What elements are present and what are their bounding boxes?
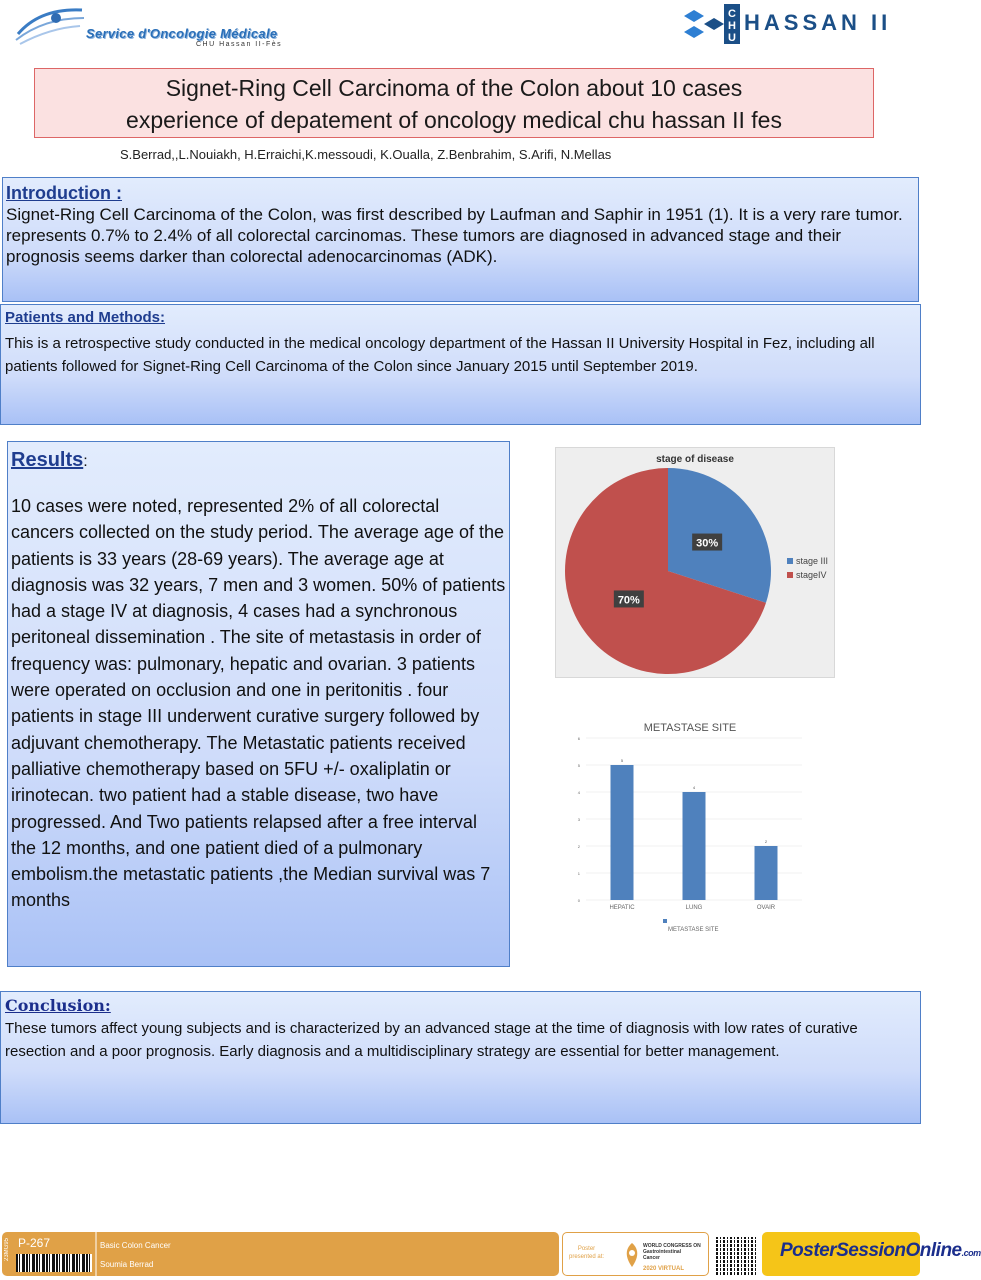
footer-divider <box>95 1232 97 1276</box>
author-list: S.Berrad,,L.Nouiakh, H.Erraichi,K.messoudi, K.Oualla, Z.Benbrahim, S.Arifi, N.Mellas <box>120 147 612 162</box>
bar-ytick-label-0: 0 <box>577 898 580 903</box>
presented-at-line-2: presented at: <box>569 1254 605 1260</box>
pie-legend-swatch-1 <box>787 558 793 564</box>
svg-text:C: C <box>728 8 736 20</box>
bar-data-label-2: 4 <box>692 785 696 790</box>
pie-chart-title: stage of disease <box>656 454 734 465</box>
introduction-section <box>2 177 919 302</box>
svg-text:U: U <box>728 32 736 44</box>
presented-at-line-1: Poster <box>577 1246 596 1252</box>
conclusion-section <box>0 991 921 1124</box>
congress-year: 2020 VIRTUAL <box>643 1266 685 1272</box>
bar-ytick-label-4: 4 <box>577 790 580 795</box>
bar-lung <box>683 792 706 900</box>
bar-category-label-2: LUNG <box>685 905 703 911</box>
congress-line-1: WORLD CONGRESS ON <box>643 1243 701 1249</box>
conclusion-heading: Conclusion: <box>5 996 111 1015</box>
methods-section <box>0 304 921 425</box>
results-heading: Results <box>11 449 84 471</box>
title-line-2: experience of depatement of oncology medical chu hassan II fes <box>126 107 782 133</box>
barcode-icon <box>16 1254 92 1272</box>
poster-author: Soumia Berrad <box>100 1260 154 1269</box>
pso-suffix: .com <box>961 1248 981 1258</box>
bar-legend-label: METASTASE SITE <box>668 927 719 933</box>
bar-ytick-label-2: 2 <box>577 844 580 849</box>
introduction-heading: Introduction : <box>6 183 122 203</box>
svg-text:H: H <box>728 20 736 32</box>
chu-letters <box>724 4 740 44</box>
bar-hepatic <box>611 765 634 900</box>
congress-badge <box>562 1232 709 1276</box>
pso-brand: PosterSessionOnline <box>780 1240 962 1261</box>
poster-category: Basic Colon Cancer <box>100 1241 171 1250</box>
bar-data-label-3: 2 <box>764 839 768 844</box>
methods-text: This is a retrospective study conducted in the medical oncology department of the Hassan II University Hospital in Fez, including all patients followed for Signet-Ring Cell Carcinoma of the Colon since January 2015 until September 2019. <box>5 335 875 375</box>
chu-hassan-logo <box>680 2 924 46</box>
pie-data-label-1: 30% <box>696 537 719 550</box>
pie-legend-label-1: stage III <box>796 556 829 566</box>
poster-session-online-logo[interactable] <box>762 1232 981 1276</box>
poster-title <box>34 68 874 138</box>
bar-ytick-label-1: 1 <box>577 871 580 876</box>
poster-id: P-267 <box>18 1236 51 1250</box>
bar-chart-svg <box>570 716 810 936</box>
presented-at-label <box>569 1245 604 1261</box>
oncology-service-name: Service d'Oncologie Médicale <box>86 26 278 41</box>
bar-data-label-1: 5 <box>620 758 624 763</box>
stage-pie-chart <box>555 447 835 678</box>
bar-chart-title: METASTASE SITE <box>643 722 737 734</box>
pie-legend-swatch-2 <box>787 572 793 578</box>
hassan-logo-text: HASSAN II <box>744 10 892 35</box>
metastase-bar-chart <box>570 716 810 936</box>
results-section <box>7 441 510 967</box>
pie-legend-label-2: stageIV <box>796 570 827 580</box>
bar-ytick-label-6: 6 <box>577 736 580 741</box>
bar-ovair <box>755 846 778 900</box>
oncology-service-logo <box>10 4 370 50</box>
title-line-1: Signet-Ring Cell Carcinoma of the Colon about 10 cases <box>165 75 743 101</box>
congress-name <box>643 1243 701 1261</box>
bar-legend-swatch <box>663 919 667 923</box>
bar-ytick-label-5: 5 <box>577 763 580 768</box>
results-text: 10 cases were noted, represented 2% of all colorectal cancers collected on the study period. The average age of the patients is 33 years (28-69 years). The average age at diagnosis was 32 years, 7 men and 3 women. 50% of patients had a stage IV at diagnosis, 4 cases had a synchronous peritoneal dissemination . The site of metastasis in order of frequency was: pulmonary, hepatic and ovarian. 3 patients were operated on occlusion and one in peritonitis . four patients in stage III underwent curative surgery followed by adjuvant chemotherapy. The Metastatic patients received palliative chemotherapy based on 5FU +/- oxaliplatin or irinotecan. two patient had a stable disease, two have progressed. And Two patients relapsed after a free interval the 12 months, and one patient died of a pulmonary embolism.the metastatic patients ,the Median survival was 7 months <box>11 496 506 911</box>
bar-ytick-label-3: 3 <box>577 817 580 822</box>
bar-category-label-3: OVAIR <box>756 905 776 911</box>
conclusion-text: These tumors affect young subjects and is characterized by an advanced stage at the time of diagnosis with low rates of curative resection and a poor prognosis. Early diagnosis and a multidisciplinary strategy are essential for better management. <box>5 1020 858 1060</box>
qr-code-icon[interactable] <box>716 1237 756 1275</box>
footer-vertical-code: 23MG95 <box>4 1238 10 1262</box>
footer-poster-info <box>2 1232 559 1276</box>
congress-line-3: Cancer <box>643 1255 660 1261</box>
swirl-logo-icon <box>10 4 90 48</box>
hospital-name: CHU Hassan II-Fès <box>196 41 283 48</box>
methods-heading: Patients and Methods: <box>5 309 166 326</box>
introduction-text: Signet-Ring Cell Carcinoma of the Colon, was first described by Laufman and Saphir in 1951 (1). It is a very rare tumor. represents 0.7% to 2.4% of all colorectal carcinomas. These tumors are diagnosed in advanced stage and their prognosis seems darker than colorectal adenocarcinomas (ADK). <box>6 205 903 266</box>
congress-line-2: Gastrointestinal <box>643 1249 682 1255</box>
congress-logo-icon <box>623 1241 641 1269</box>
results-heading-colon: : <box>83 453 88 470</box>
pie-data-label-2: 70% <box>617 594 640 607</box>
bar-category-label-1: HEPATIC <box>609 905 635 911</box>
pie-chart-svg <box>556 448 834 677</box>
